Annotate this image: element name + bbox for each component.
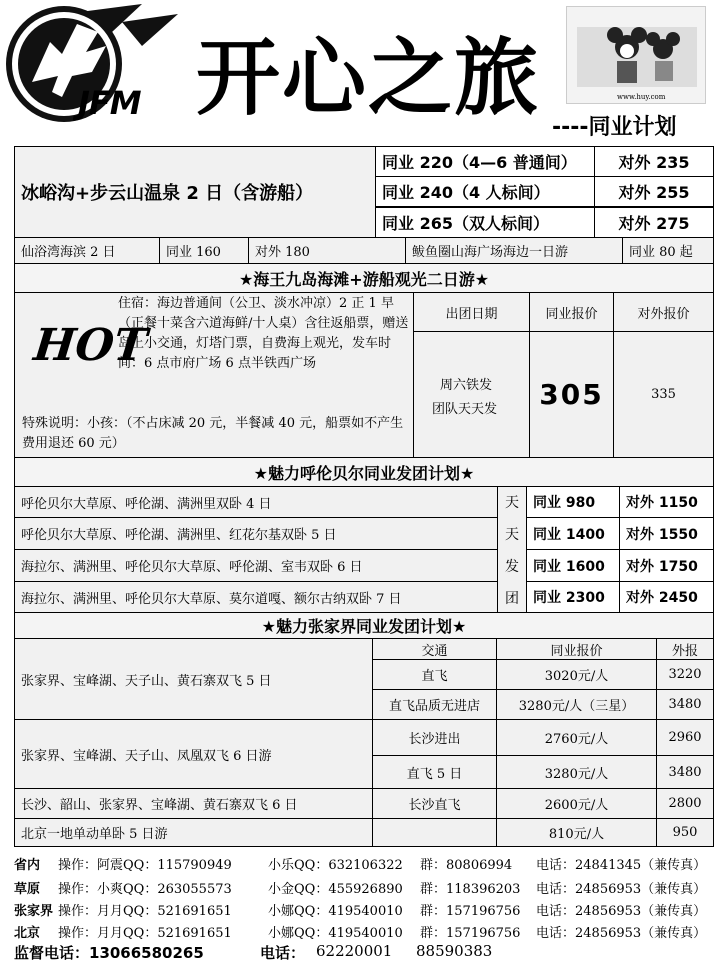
section2-special-note: 特殊说明：小孩：（不占床减 20 元，半餐减 40 元，船票如不产生费用退还 60 元） — [22, 416, 404, 451]
contact-dept: 草原 — [14, 882, 41, 897]
contact-dept: 张家界 — [14, 904, 54, 919]
zjj-route-3: 长沙、韶山、张家界、宝峰湖、黄石寨双飞 6 日 — [14, 788, 373, 819]
contact-dept: 北京 — [14, 926, 41, 941]
contact-phone: 电话：24856953（兼传真） — [536, 882, 707, 897]
col-trade-header: 同业报价 — [529, 292, 614, 332]
contact-dept: 省内 — [14, 858, 41, 873]
zjj-retail-5: 2800 — [656, 788, 714, 819]
route-xianyuwan: 仙浴湾海滨 2 日 — [14, 237, 160, 264]
contact-phone: 电话：24841345（兼传真） — [536, 858, 707, 873]
price-trade-3: 同业 265（双人标间） — [375, 207, 595, 238]
subtitle: ----同业计划 — [552, 115, 677, 140]
supervise-label: 监督电话：13066580265 — [14, 944, 204, 962]
hulun-route-4: 海拉尔、满洲里、呼伦贝尔大草原、莫尔道嘎、额尔古纳双卧 7 日 — [14, 581, 498, 613]
hulun-route-2: 呼伦贝尔大草原、呼伦湖、满洲里、红花尔基双卧 5 日 — [14, 517, 498, 550]
contact-row-1 — [14, 852, 724, 874]
contact-op: 操作：月月QQ：521691651 — [58, 926, 232, 941]
hulun-retail-1: 对外 1150 — [619, 486, 714, 518]
zjj-retail-1: 3220 — [656, 659, 714, 690]
logo-text: JFM — [78, 84, 141, 122]
hulun-trade-1: 同业 980 — [526, 486, 620, 518]
logo — [2, 2, 182, 130]
hulun-route-3: 海拉尔、满洲里、呼伦贝尔大草原、呼伦湖、室韦双卧 6 日 — [14, 549, 498, 582]
cartoon-caption: www.huy.com — [617, 93, 666, 101]
brand-title: 开心之旅 — [196, 29, 541, 127]
contact-phone: 电话：24856953（兼传真） — [536, 926, 707, 941]
col-transport-header: 交通 — [372, 638, 497, 660]
zjj-trade-4: 3280元/人 — [496, 755, 657, 789]
hulun-retail-4: 对外 2450 — [619, 581, 714, 613]
depart-date-line1: 周六铁发 — [440, 378, 493, 393]
zjj-trade-3: 2760元/人 — [496, 719, 657, 756]
zjj-transport-1: 直飞 — [372, 659, 497, 690]
bayuquan-trade: 同业 80 起 — [622, 237, 714, 264]
mickey-mouse-icon — [567, 7, 707, 105]
contact-op: 操作：月月QQ：521691651 — [58, 904, 232, 919]
zjj-transport-2: 直飞品质无进店 — [372, 689, 497, 720]
xianyuwan-retail: 对外 180 — [248, 237, 406, 264]
zjj-trade-5: 2600元/人 — [496, 788, 657, 819]
zjj-trade-1: 3020元/人 — [496, 659, 657, 690]
price-retail-2: 对外 255 — [594, 176, 714, 207]
depart-char-2: 天 — [505, 527, 519, 543]
col-zjj-retail-header: 外报 — [656, 638, 714, 660]
price-retail-1: 对外 235 — [594, 146, 714, 177]
col-retail-header: 对外报价 — [613, 292, 714, 332]
col-zjj-trade-header: 同业报价 — [496, 638, 657, 660]
contact-group: 群：157196756 — [420, 904, 521, 919]
cartoon-image — [566, 6, 706, 104]
xianyuwan-trade: 同业 160 — [159, 237, 249, 264]
contact-op: 操作：阿震QQ：115790949 — [58, 858, 232, 873]
depart-char-1: 天 — [505, 495, 519, 511]
contact-phone: 电话：24856953（兼传真） — [536, 904, 707, 919]
section2-title: ★海王九岛海滩+游船观光二日游★ — [14, 263, 714, 293]
hulun-trade-4: 同业 2300 — [526, 581, 620, 613]
depart-date-line2: 团队天天发 — [432, 402, 498, 417]
section4-title: ★魅力张家界同业发团计划★ — [14, 612, 714, 639]
zjj-trade-6: 810元/人 — [496, 818, 657, 847]
contact-row-2 — [14, 876, 724, 898]
supervise-phone-label: 电话： — [260, 944, 306, 962]
section2-retail-price: 335 — [613, 331, 714, 458]
section3-title: ★魅力呼伦贝尔同业发团计划★ — [14, 457, 714, 487]
zjj-route-1: 张家界、宝峰湖、天子山、黄石寨双飞 5 日 — [14, 638, 373, 720]
supervise-phone-1: 62220001 — [316, 942, 393, 960]
contact-qq2: 小乐QQ：632106322 — [268, 858, 403, 873]
col-date-header: 出团日期 — [413, 292, 530, 332]
zjj-route-2: 张家界、宝峰湖、天子山、凤凰双飞 6 日游 — [14, 719, 373, 789]
price-retail-3: 对外 275 — [594, 207, 714, 238]
hot-label: HOT — [31, 320, 150, 371]
supervise-phone-2: 88590383 — [416, 942, 493, 960]
price-trade-2: 同业 240（4 人标间） — [375, 176, 595, 207]
hulun-retail-3: 对外 1750 — [619, 549, 714, 582]
hulun-route-1: 呼伦贝尔大草原、呼伦湖、满洲里双卧 4 日 — [14, 486, 498, 518]
zjj-transport-6 — [372, 818, 497, 847]
contact-qq2: 小金QQ：455926890 — [268, 882, 403, 897]
contact-qq2: 小娜QQ：419540010 — [268, 926, 403, 941]
zjj-retail-2: 3480 — [656, 689, 714, 720]
depart-char-4: 团 — [505, 591, 519, 607]
hulun-trade-2: 同业 1400 — [526, 517, 620, 550]
route-bingyugou: 冰峪沟+步云山温泉 2 日（含游船） — [14, 146, 376, 238]
zjj-retail-4: 3480 — [656, 755, 714, 789]
zjj-transport-5: 长沙直飞 — [372, 788, 497, 819]
depart-char-3: 发 — [505, 559, 519, 575]
zjj-retail-3: 2960 — [656, 719, 714, 756]
route-bayuquan: 鲅鱼圈山海广场海边一日游 — [405, 237, 623, 264]
section2-description: 住宿：海边普通间（公卫、淡水冲凉）2 正 1 早（正餐十菜含六道海鲜/十人桌）含往返船票，赠送岛上小交通，灯塔门票，自费海上观光，发车时间：6 点市府广场 6 点半铁西广场 — [118, 296, 409, 371]
hulun-trade-3: 同业 1600 — [526, 549, 620, 582]
contact-row-3 — [14, 898, 724, 920]
zjj-retail-6: 950 — [656, 818, 714, 847]
hulun-retail-2: 对外 1550 — [619, 517, 714, 550]
contact-group: 群：80806994 — [420, 858, 513, 873]
contact-qq2: 小娜QQ：419540010 — [268, 904, 403, 919]
zjj-transport-4: 直飞 5 日 — [372, 755, 497, 789]
depart-date-cell — [413, 331, 530, 458]
supervise-row — [14, 942, 724, 964]
contact-group: 群：118396203 — [420, 882, 521, 897]
section2-trade-price: 305 — [529, 331, 614, 458]
contact-group: 群：157196756 — [420, 926, 521, 941]
zjj-trade-2: 3280元/人（三星） — [496, 689, 657, 720]
contact-row-4 — [14, 920, 724, 942]
zjj-transport-3: 长沙进出 — [372, 719, 497, 756]
zjj-route-4: 北京一地单动单卧 5 日游 — [14, 818, 373, 847]
price-trade-1: 同业 220（4—6 普通间） — [375, 146, 595, 177]
contact-op: 操作：小爽QQ：263055573 — [58, 882, 232, 897]
